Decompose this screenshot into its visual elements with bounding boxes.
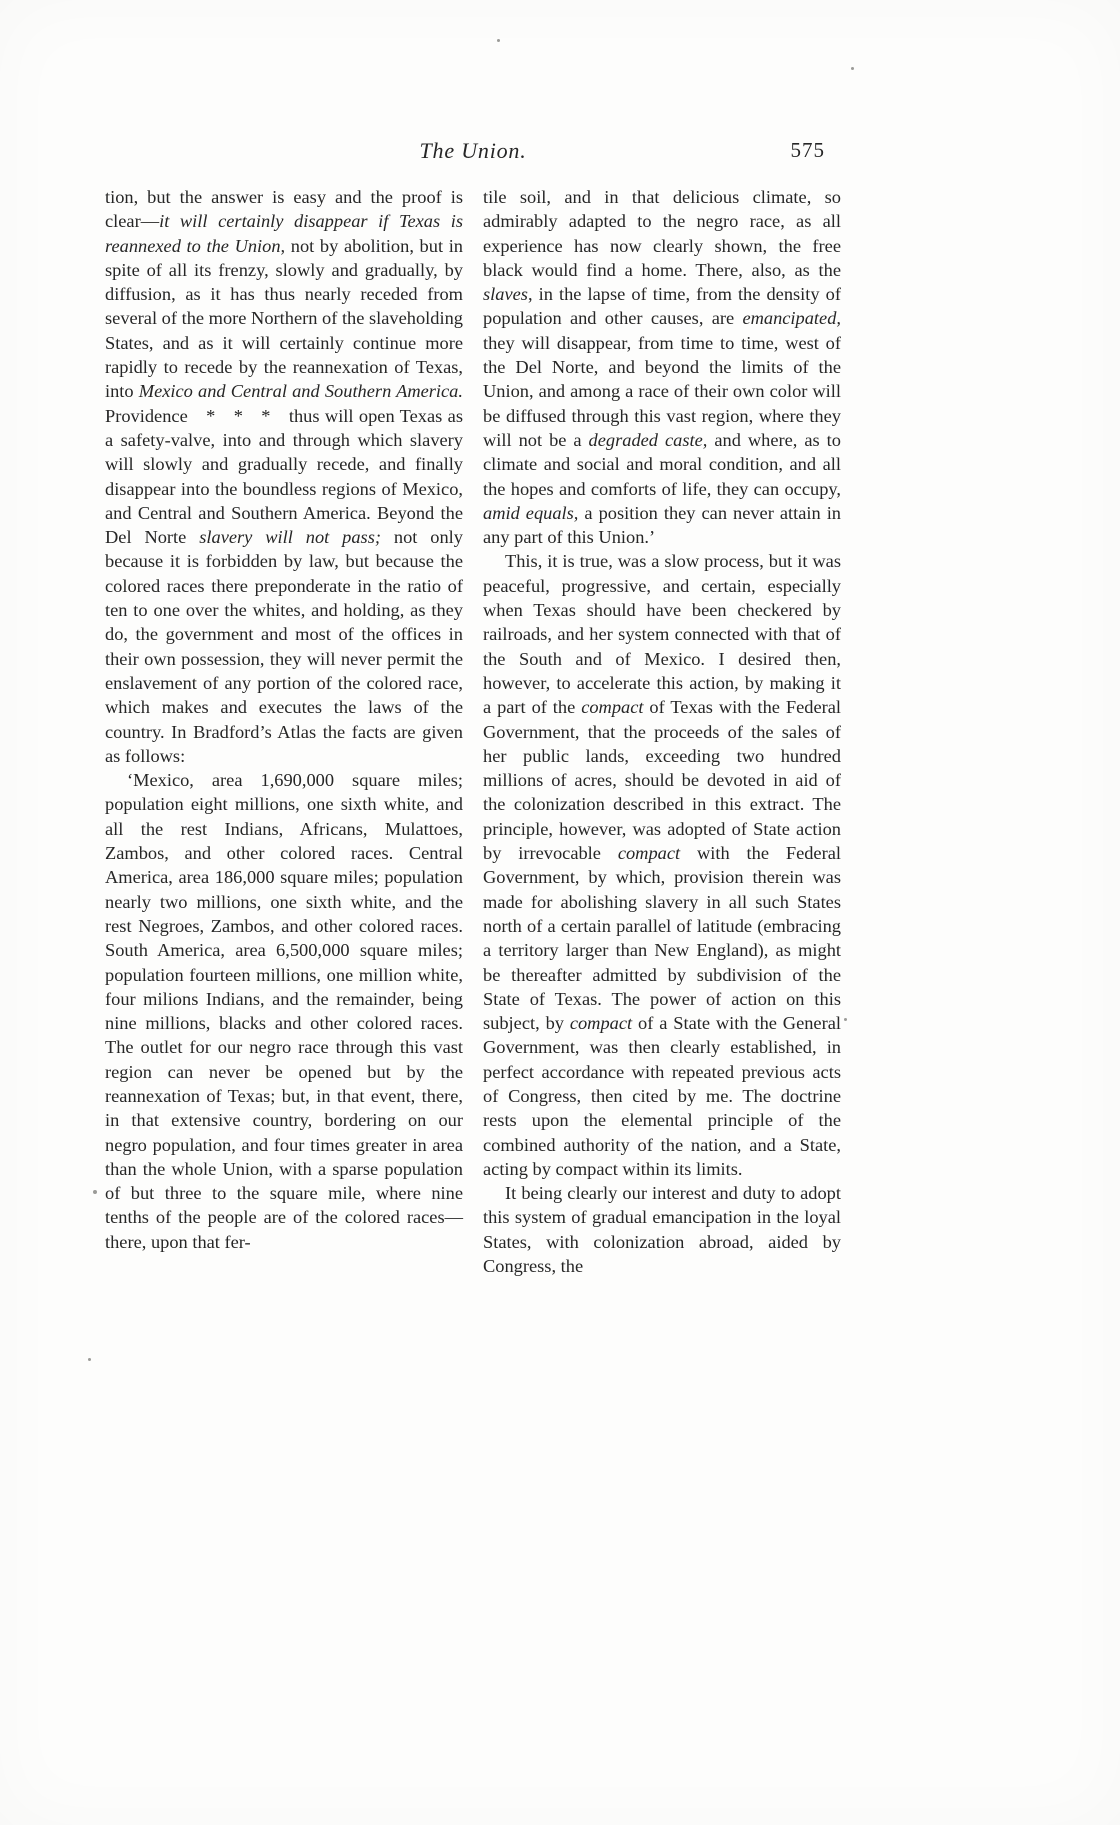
paragraph [105, 185, 463, 768]
text-segment: of a State with the General Government, was then clearly established, in perfect accordance with repeated previous acts of Congress, then cited by me. The doctrine rests upon the elemental principle of the combined authority of the nation, and a State, acting by compact within its limits. [483, 1013, 841, 1179]
text-segment: of Texas with the Federal Government, that the proceeds of the sales of her public lands, exceeding two hundred millions of acres, should be devoted in aid of the colonization described in this extract. The principle, however, was adopted of State action by irrevocable [483, 697, 841, 864]
paragraph [483, 549, 841, 1181]
left-column [105, 185, 463, 1278]
scan-speck [497, 39, 500, 42]
paragraph [105, 768, 463, 1254]
scan-speck [851, 67, 854, 70]
text-block [105, 138, 841, 1278]
italic-text-segment: emancipated, [742, 308, 841, 329]
scan-speck [93, 1190, 97, 1194]
paragraph [483, 185, 841, 549]
italic-text-segment: Mexico and Central and Southern America. [138, 381, 463, 402]
text-segment: with the Federal Government, by which, provision therein was made for abolishing slavery in all such States north of a certain parallel of latitude (embracing a territory larger than New England), as might be thereafter admitted by subdivision of the State of Texas. The power of action on this subject, by [483, 843, 841, 1034]
page-header [105, 138, 841, 168]
italic-text-segment: slavery will not pass; [199, 527, 381, 548]
text-segment: not by abolition, but in spite of all its frenzy, slowly and gradually, by diffusion, as it has thus nearly receded from several of the more Northern of the slaveholding States, and as it will certainly continue more rapidly to recede by the reannexation of Texas, into [105, 235, 463, 402]
running-title: The Union. [419, 138, 527, 163]
text-segment: This, it is true, was a slow process, but it was peaceful, progressive, and certain, especially when Texas should have been checkered by railroads, and her system connected with that of the South and of Mexico. I desired then, however, to accelerate this action, by making it a part of the [483, 551, 841, 718]
scan-speck [844, 1018, 847, 1021]
text-segment: tion, but the answer is easy and the proof is clear— [105, 187, 463, 232]
italic-text-segment: degraded caste, [588, 429, 708, 450]
scan-speck [88, 1358, 91, 1361]
italic-text-segment: it will certainly disappear if Texas is reannexed to the Union, [105, 211, 463, 256]
right-column [483, 185, 841, 1278]
text-segment: ‘Mexico, area 1,690,000 square miles; population eight millions, one sixth white, and all the rest Indians, Africans, Mulattoes, Zambos, and other colored races. Central America, area 186,000 square miles; population nearly two millions, one sixth white, and the rest Negroes, Zambos, and other colored races. South America, area 6,500,000 square miles; population fourteen millions, one million white, four milions Indians, and the remainder, being nine millions, blacks and other colored races. The outlet for our negro race through this vast region can never be opened but by the reannexation of Texas; but, in that event, there, in that extensive country, bordering on our negro population, and four times greater in area than the whole Union, with a sparse population of but three to the square mile, where nine tenths of the people are of the colored races—there, upon that fer- [105, 770, 463, 1252]
text-segment: they will disappear, from time to time, west of the Del Norte, and beyond the limits of the Union, and among a race of their own color will be diffused through this vast region, where they will not be a [483, 332, 841, 450]
text-segment: , in the lapse of time, from the density of population and other causes, are [483, 284, 841, 329]
text-segment: and where, as to climate and social and moral condition, and all the hopes and comforts of life, they can occupy, [483, 429, 841, 499]
italic-text-segment: compact [581, 697, 644, 718]
text-segment: a position they can never attain in any part of this Union.’ [483, 502, 841, 548]
text-segment: tile soil, and in that delicious climate, so admirably adapted to the negro race, as all experience has now clearly shown, the free black would find a home. There, also, as the [483, 187, 841, 280]
italic-text-segment: compact [569, 1013, 633, 1034]
text-segment: It being clearly our interest and duty to adopt this system of gradual emancipation in the loyal States, with colonization abroad, aided by Congress, the [483, 1183, 841, 1277]
italic-text-segment: amid equals, [483, 502, 579, 523]
text-segment: Providence * * * thus will open Texas as a safety-valve, into and through which slavery will slowly and gradually recede, and finally disappear into the boundless regions of Mexico, and Central and Southern America. Beyond the Del Norte [105, 405, 463, 548]
italic-text-segment: slaves [483, 284, 528, 305]
paragraph [483, 1181, 841, 1278]
text-segment: not only because it is forbidden by law, but because the colored races there preponderate in the ratio of ten to one over the whites, and holding, as they do, the government and most of the offices in their own possession, they will never permit the enslavement of any portion of the colored race, which makes and executes the laws of the country. In Bradford’s Atlas the facts are given as follows: [105, 527, 463, 766]
italic-text-segment: compact [617, 843, 681, 864]
two-column-body [105, 185, 841, 1278]
page-number: 575 [790, 138, 825, 162]
